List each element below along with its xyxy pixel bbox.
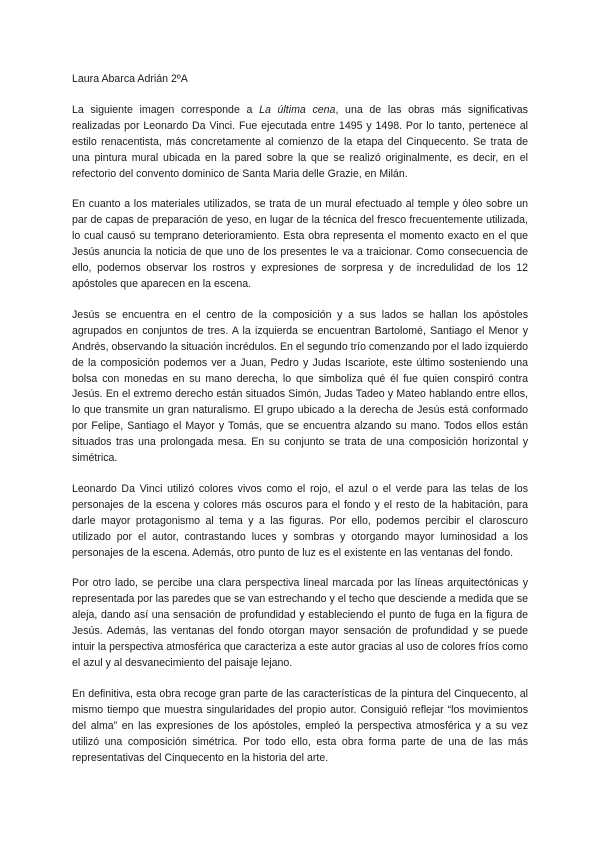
paragraph-3: Jesús se encuentra en el centro de la composición y a sus lados se hallan los apóstoles agrupados en conjuntos de tres. A la izquierda se encuentran Bartolomé, Santiago el Menor y Andrés, observando la situación incrédulos. En el segundo trío comenzando por el lado izquierdo de la composición podemos ver a Juan, Pedro y Judas Iscariote, este último sosteniendo una bolsa con monedas en su mano derecha, lo que simboliza qué él fue quien conspiró contra Jesús. En el extremo derecho están situados Simón, Judas Tadeo y Mateo hablando entre ellos, lo que transmite un gran naturalismo. El grupo ubicado a la derecha de Jesús está conformado por Felipe, Santiago el Mayor y Tomás, que se encuentra alzando su mano. Todos ellos están situados tras una prolongada mesa. En su conjunto se trata de una composición horizontal y simétrica.	[72, 308, 528, 465]
paragraph-1-body: , una de las obras más significativas realizadas por Leonardo Da Vinci. Fue ejecutada entre 1495 y 1498. Por lo tanto, pertenece al estilo renacentista, más concretamente al comienzo de la etapa del Cinquecento. Se trata de una pintura mural ubicada en la pared sobre la que se realizó originalmente, es decir, en el refectorio del convento dominico de Santa Maria delle Grazie, en Milán.	[72, 103, 528, 180]
paragraph-2: En cuanto a los materiales utilizados, se trata de un mural efectuado al temple y óleo sobre un par de capas de preparación de yeso, en lugar de la técnica del fresco frecuentemente utilizada, lo cual causó su temprano deterioramiento. Esta obra representa el momento exacto en el que Jesús anuncia la noticia de que uno de los presentes le va a traicionar. Como consecuencia de ello, podemos observar los rostros y expresiones de sorpresa y de incredulidad de los 12 apóstoles que aparecen en la escena.	[72, 198, 528, 290]
paragraph-4: Leonardo Da Vinci utilizó colores vivos como el rojo, el azul o el verde para las telas de los personajes de la escena y colores más oscuros para el fondo y el resto de la habitación, para darle mayor protagonismo al tema y a las figuras. Por ello, podemos percibir el claroscuro utilizado por el autor, contrastando luces y sombras y otorgando mayor luminosidad a los personajes de la escena. Además, otro punto de luz es el existente en las ventanas del fondo.	[72, 482, 528, 559]
paragraph-1-intro: La siguiente imagen corresponde a	[72, 103, 260, 116]
artwork-title: La última cena	[259, 103, 336, 116]
paragraph-1	[72, 103, 528, 183]
paragraph-5: Por otro lado, se percibe una clara perspectiva lineal marcada por las líneas arquitectónicas y representada por las paredes que se van estrechando y el techo que desciende a medida que se aleja, dando así una sensación de profundidad y estableciendo el punto de fuga en la figura de Jesús. Además, las ventanas del fondo otorgan mayor sensación de profundidad y se puede intuir la perspectiva atmosférica que caracteriza a este autor gracias al uso de colores fríos como el azul y al desvanecimiento del paisaje lejano.	[72, 577, 528, 669]
author-line: Laura Abarca Adrián 2ºA	[72, 73, 188, 85]
paragraph-6: En definitiva, esta obra recoge gran parte de las características de la pintura del Cinquecento, al mismo tiempo que muestra singularidades del propio autor. Consiguió reflejar “los movimientos del alma” en las expresiones de los apóstoles, empleó la perspectiva atmosférica y a su vez utilizó una composición simétrica. Por todo ello, esta obra forma parte de una de las más representativas del Cinquecento en la historia del arte.	[72, 687, 528, 764]
document-page	[72, 72, 528, 766]
